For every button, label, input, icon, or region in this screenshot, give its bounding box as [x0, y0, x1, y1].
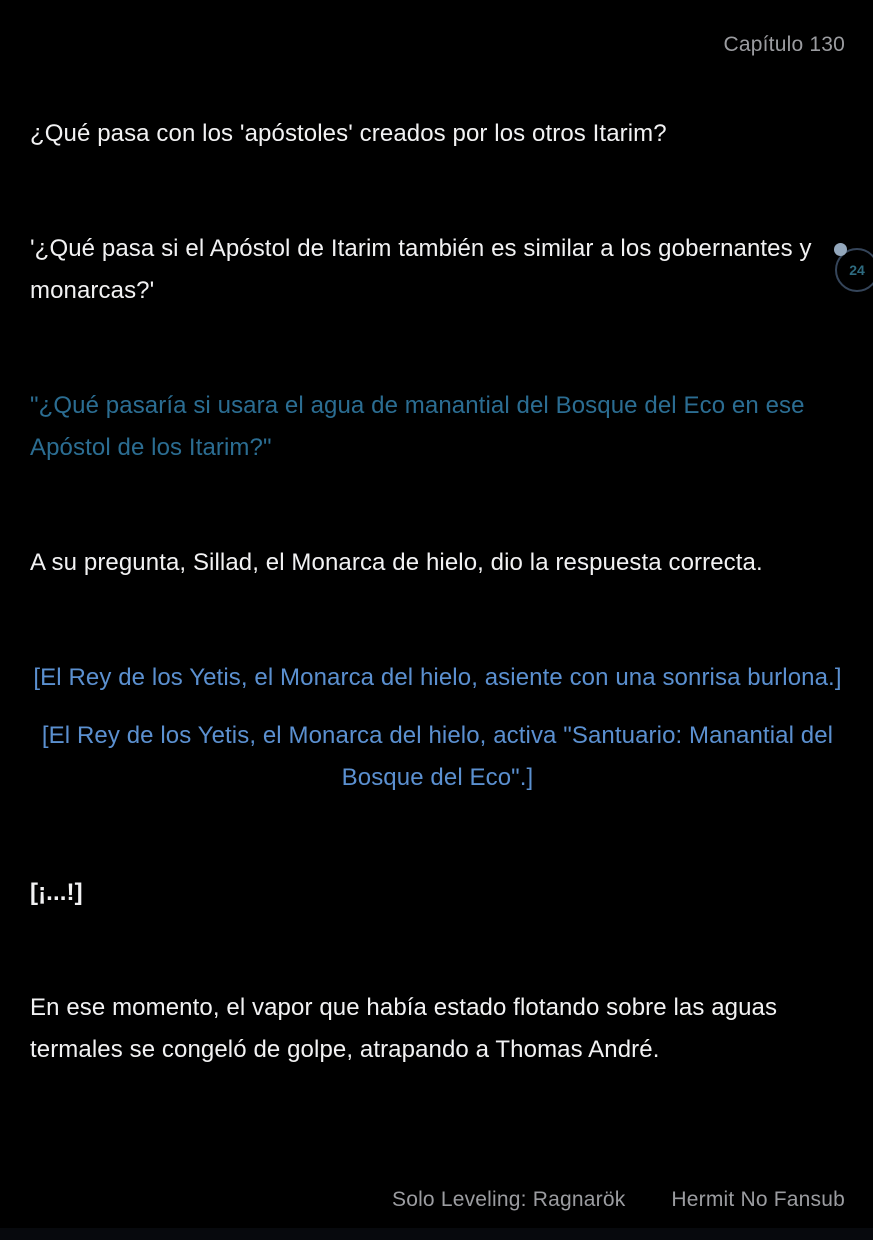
paragraph: En ese momento, el vapor que había estado flotando sobre las aguas termales se congeló de golpe, atrapando a Thomas André.: [30, 994, 778, 1063]
fansub-credit: Hermit No Fansub: [671, 1188, 845, 1211]
paragraph: A su pregunta, Sillad, el Monarca de hielo, dio la respuesta correcta.: [30, 549, 763, 576]
comment-marker-dot-icon: [834, 243, 847, 256]
paragraph: '¿Qué pasa si el Apóstol de Itarim también es similar a los gobernantes y monarcas?': [30, 235, 812, 304]
chapter-title: Capítulo 130: [723, 33, 845, 56]
paragraph-system-message: [El Rey de los Yetis, el Monarca del hielo, activa "Santuario: Manantial del Bosque del Eco".]: [41, 722, 834, 791]
series-title: Solo Leveling: Ragnarök: [391, 1188, 626, 1211]
bottom-strip: [0, 1228, 873, 1240]
paragraph-quote: "¿Qué pasaría si usara el agua de manantial del Bosque del Eco en ese Apóstol de los Itarim?": [30, 392, 805, 461]
paragraph-exclamation: [¡...!]: [30, 879, 83, 906]
paragraph-system-message: [El Rey de los Yetis, el Monarca del hielo, asiente con una sonrisa burlona.]: [33, 664, 842, 691]
comment-count-badge[interactable]: [835, 248, 873, 292]
comment-count: 24: [849, 262, 865, 278]
page-footer: [392, 1188, 845, 1212]
paragraph: ¿Qué pasa con los 'apóstoles' creados por los otros Itarim?: [30, 120, 667, 147]
chapter-text: [30, 113, 845, 1144]
